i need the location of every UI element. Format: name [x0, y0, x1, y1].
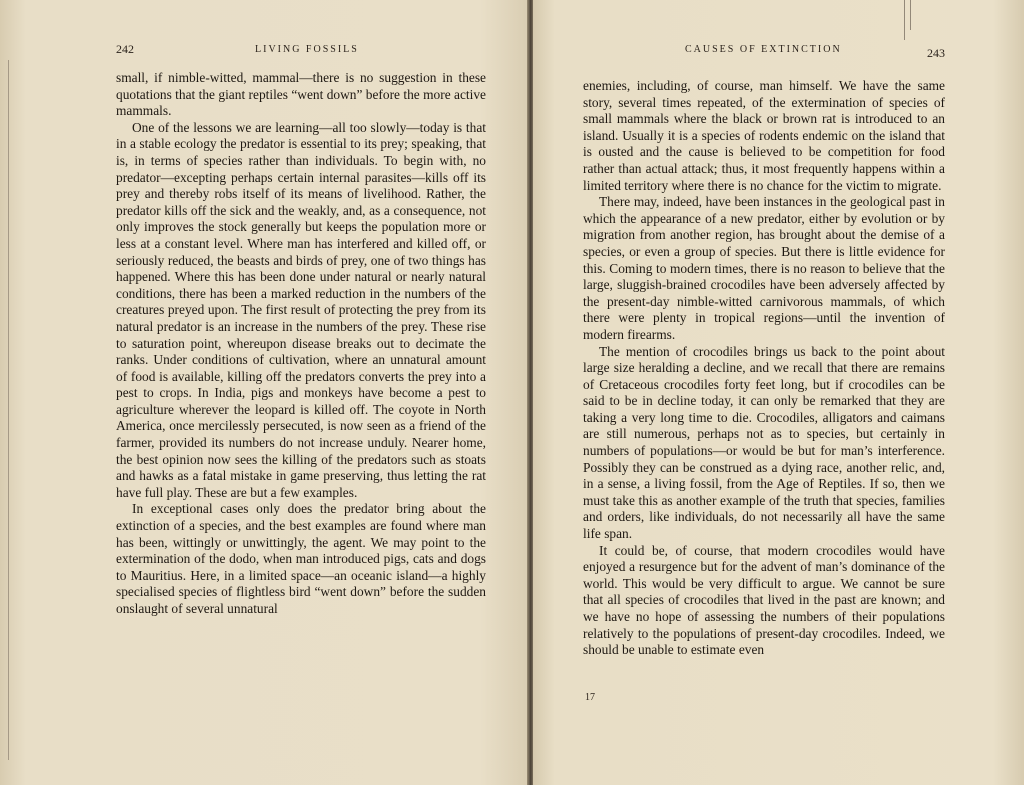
page-number: 243 [927, 46, 945, 60]
paragraph: It could be, of course, that modern crocodiles would have enjoyed a resurgence but for the advent of man’s dominance of the world. This would be very difficult to argue. We cannot be sure that all species of crocodiles that lived in the past are known; and we have no hope of assessing the numbers of their populations relatively to the populations of present-day crocodiles. Indeed, we should be unable to estimate even [583, 542, 945, 658]
page-number: 242 [116, 42, 134, 56]
paragraph: One of the lessons we are learning—all too slowly—today is that in a stable ecology the predator is essential to its prey; speaking, that is, in terms of species rather than individuals. To begin with, no predator—excepting perhaps certain internal parasites—kills off its prey and thereby robs itself of its means of livelihood. Rather, the predator kills off the sick and the weakly, and, as a consequence, not only improves the stock generally but keeps the population more or less at a constant level. Where man has interfered and killed off, or seriously reduced, the beasts and birds of prey, one of two things has happened. Where this has been done under natural or nearly natural conditions, there has been a marked reduction in the numbers of the creatures preyed upon. The first result of protecting the prey from its natural predator is an increase in the numbers of the prey. These rise to saturation point, whereupon disease breaks out to decimate the ranks. Under conditions of cultivation, where an unnatural amount of food is available, killing off the predators converts the prey into a pest to crops. In India, pigs and monkeys have become a pest to agriculture wherever the leopard is killed off. The coyote in North America, once mercilessly persecuted, is now seen as a friend of the farmer, provided its numbers do not increase unduly. Nearer home, the best opinion now sees the killing of the predators such as stoats and hawks as a fatal mistake in game preserving, thus letting the rat have full play. These are but a few examples. [116, 119, 486, 500]
signature-mark: 17 [585, 692, 595, 703]
running-head: LIVING FOSSILS [255, 44, 359, 55]
paragraph: In exceptional cases only does the predator bring about the extinction of a species, and the best examples are found where man has been, wittingly or unwittingly, the agent. We may point to the extermination of the dodo, when man introduced pigs, cats and dogs to Mauritius. Here, in a limited space—an oceanic island—a highly specialised species of flightless bird “went down” before the sudden onslaught of several unnatural [116, 501, 486, 616]
paragraph: There may, indeed, have been instances in the geological past in which the appearance of a new predator, either by evolution or by migration from another region, has brought about the demise of a species, or even a group of species. But there is little evidence for this. Coming to modern times, there is no reason to believe that the large, sluggish-brained crocodiles have been adversely affected by the present-day nimble-witted carnivorous mammals, of which there were plenty in tropical regions—until the invention of modern firearms. [583, 194, 945, 342]
paragraph: The mention of crocodiles brings us back to the point about large size heralding a decline, and we recall that there are remains of Cretaceous crocodiles forty feet long, but if crocodiles can be said to be in decline today, it can only be remarked that they are taking a very long time to die. Crocodiles, alligators and caimans are still numerous, perhaps not as to species, but certainly in numbers of populations—or would be but for man’s interference. Possibly they can be construed as a dying race, another relic, and, in a sense, a living fossil, from the Age of Reptiles. If so, then we must take this as another example of the truth that species, families and orders, like individuals, do not necessarily all have the same life span. [583, 343, 945, 542]
paragraph: enemies, including, of course, man himself. We have the same story, several times repeated, of the extermination of species of small mammals where the black or brown rat is introduced to an island. Usually it is a species of rodents endemic on the island that is ousted and the cause is believed to be competition for food rather than actual attack; thus, it most frequently happens within a limited territory where there is no chance for the victim to migrate. [583, 78, 945, 193]
scan-mark [910, 0, 911, 30]
body-text [583, 78, 945, 659]
right-page [533, 0, 1024, 785]
running-head: CAUSES OF EXTINCTION [685, 44, 842, 55]
page-edge-shadow [8, 60, 9, 760]
body-text [116, 70, 486, 618]
paragraph: small, if nimble-witted, mammal—there is no suggestion in these quotations that the giant reptiles “went down” before the more active mammals. [116, 70, 486, 119]
scan-mark [904, 0, 905, 40]
